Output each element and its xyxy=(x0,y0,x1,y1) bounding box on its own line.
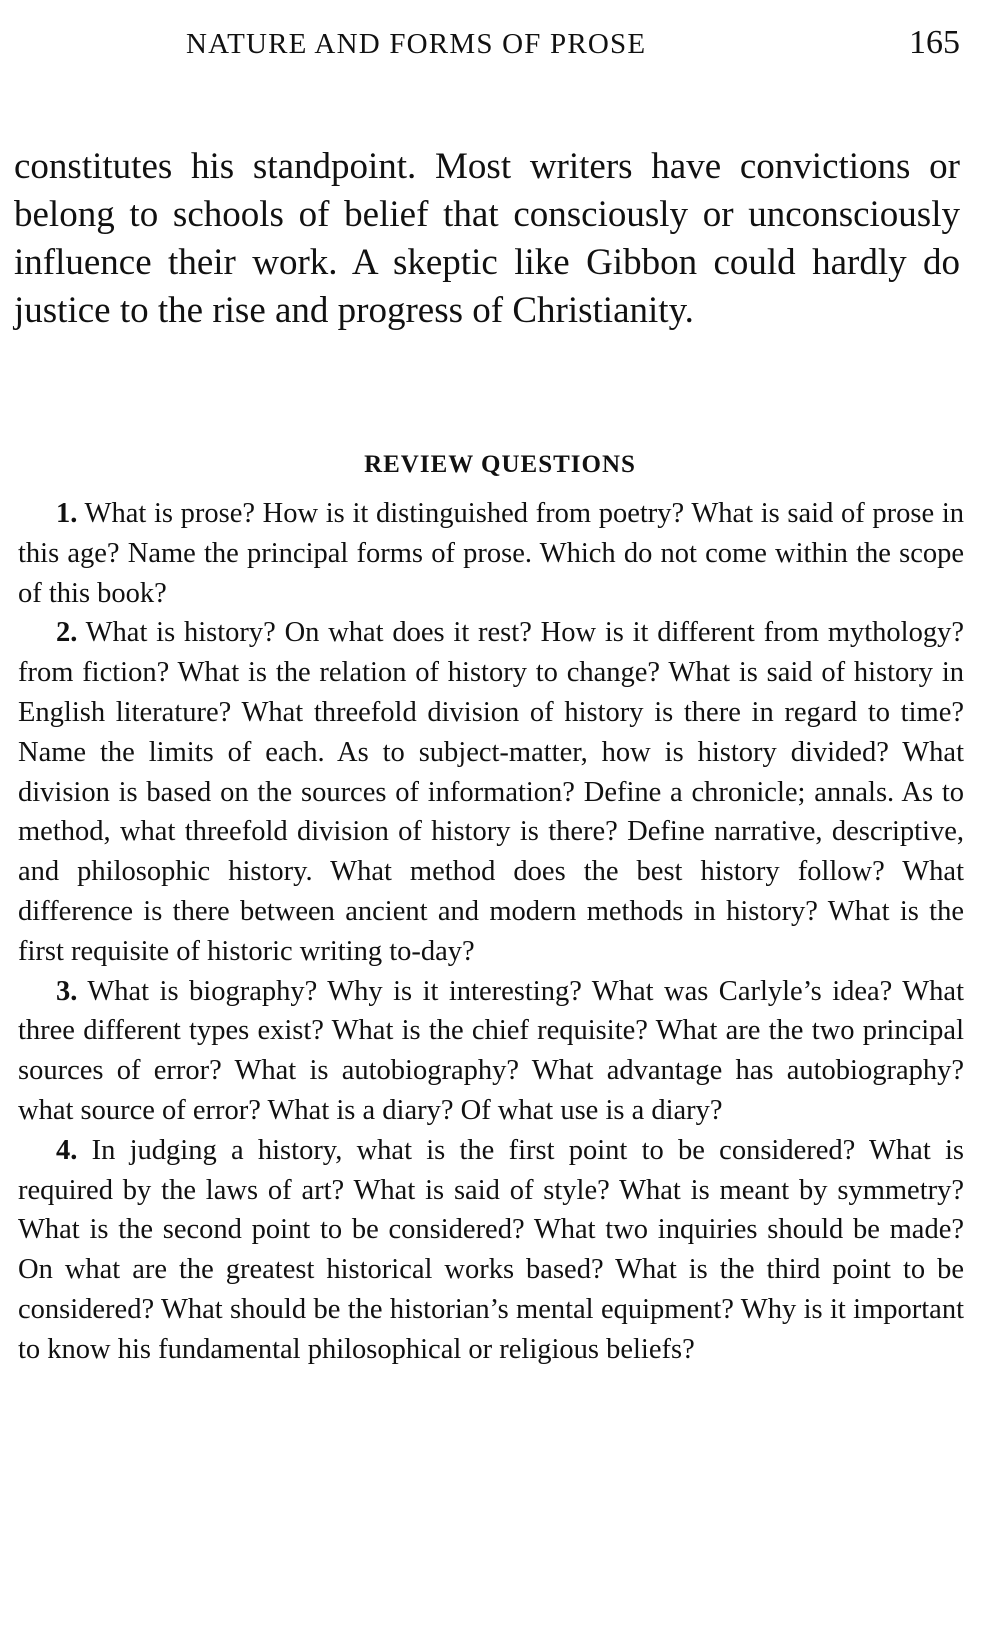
running-title: NATURE AND FORMS OF PROSE xyxy=(186,28,647,60)
review-question-3 xyxy=(18,972,964,1131)
question-text: What is biography? Why is it interesting? What was Carlyle’s idea? What three different types exist? What is the chief requisite? What are the two principal sources of error? What is autobiography? What advantage has autobiography? what source of error? What is a diary? Of what use is a diary? xyxy=(18,975,964,1126)
review-question-1 xyxy=(18,494,964,613)
question-number: 3. xyxy=(56,975,78,1007)
review-question-4 xyxy=(18,1131,964,1370)
body-paragraph: constitutes his standpoint. Most writers have convictions or belong to schools of belief that consciously or unconsciously influence their work. A skeptic like Gibbon could hardly do justice to the rise and progress of Christianity. xyxy=(14,146,960,331)
section-heading: REVIEW QUESTIONS xyxy=(364,450,636,478)
question-number: 1. xyxy=(56,498,78,529)
review-questions-list xyxy=(18,494,964,1370)
question-number: 4. xyxy=(56,1134,78,1166)
question-number: 2. xyxy=(56,617,78,649)
question-text: In judging a history, what is the first point to be considered? What is required by the laws of art? What is said of style? What is meant by symmetry? What is the second point to be considered? What two inquiries should be made? On what are the greatest historical works based? What is the third point to be considered? What should be the historian’s mental equipment? Why is it important to know his fundamental philosophical or religious beliefs? xyxy=(18,1134,964,1365)
question-text: What is prose? How is it distinguished from poetry? What is said of prose in this age? Name the principal forms of prose. Which do not come within the scope of this book? xyxy=(18,498,964,609)
review-question-2 xyxy=(18,613,964,971)
question-text: What is history? On what does it rest? How is it different from mythology? from fiction? What is the relation of history to change? What is said of history in English literature? What threefold division of history is there in regard to time? Name the limits of each. As to subject-matter, how is history divided? What division is based on the sources of information? Define a chronicle; annals. As to method, what threefold division of history is there? Define narrative, descriptive, and philosophic history. What method does the best history follow? What difference is there between ancient and modern methods in history? What is the first requisite of historic writing to-day? xyxy=(18,617,964,967)
page-number: 165 xyxy=(909,24,960,61)
running-header xyxy=(16,24,960,68)
